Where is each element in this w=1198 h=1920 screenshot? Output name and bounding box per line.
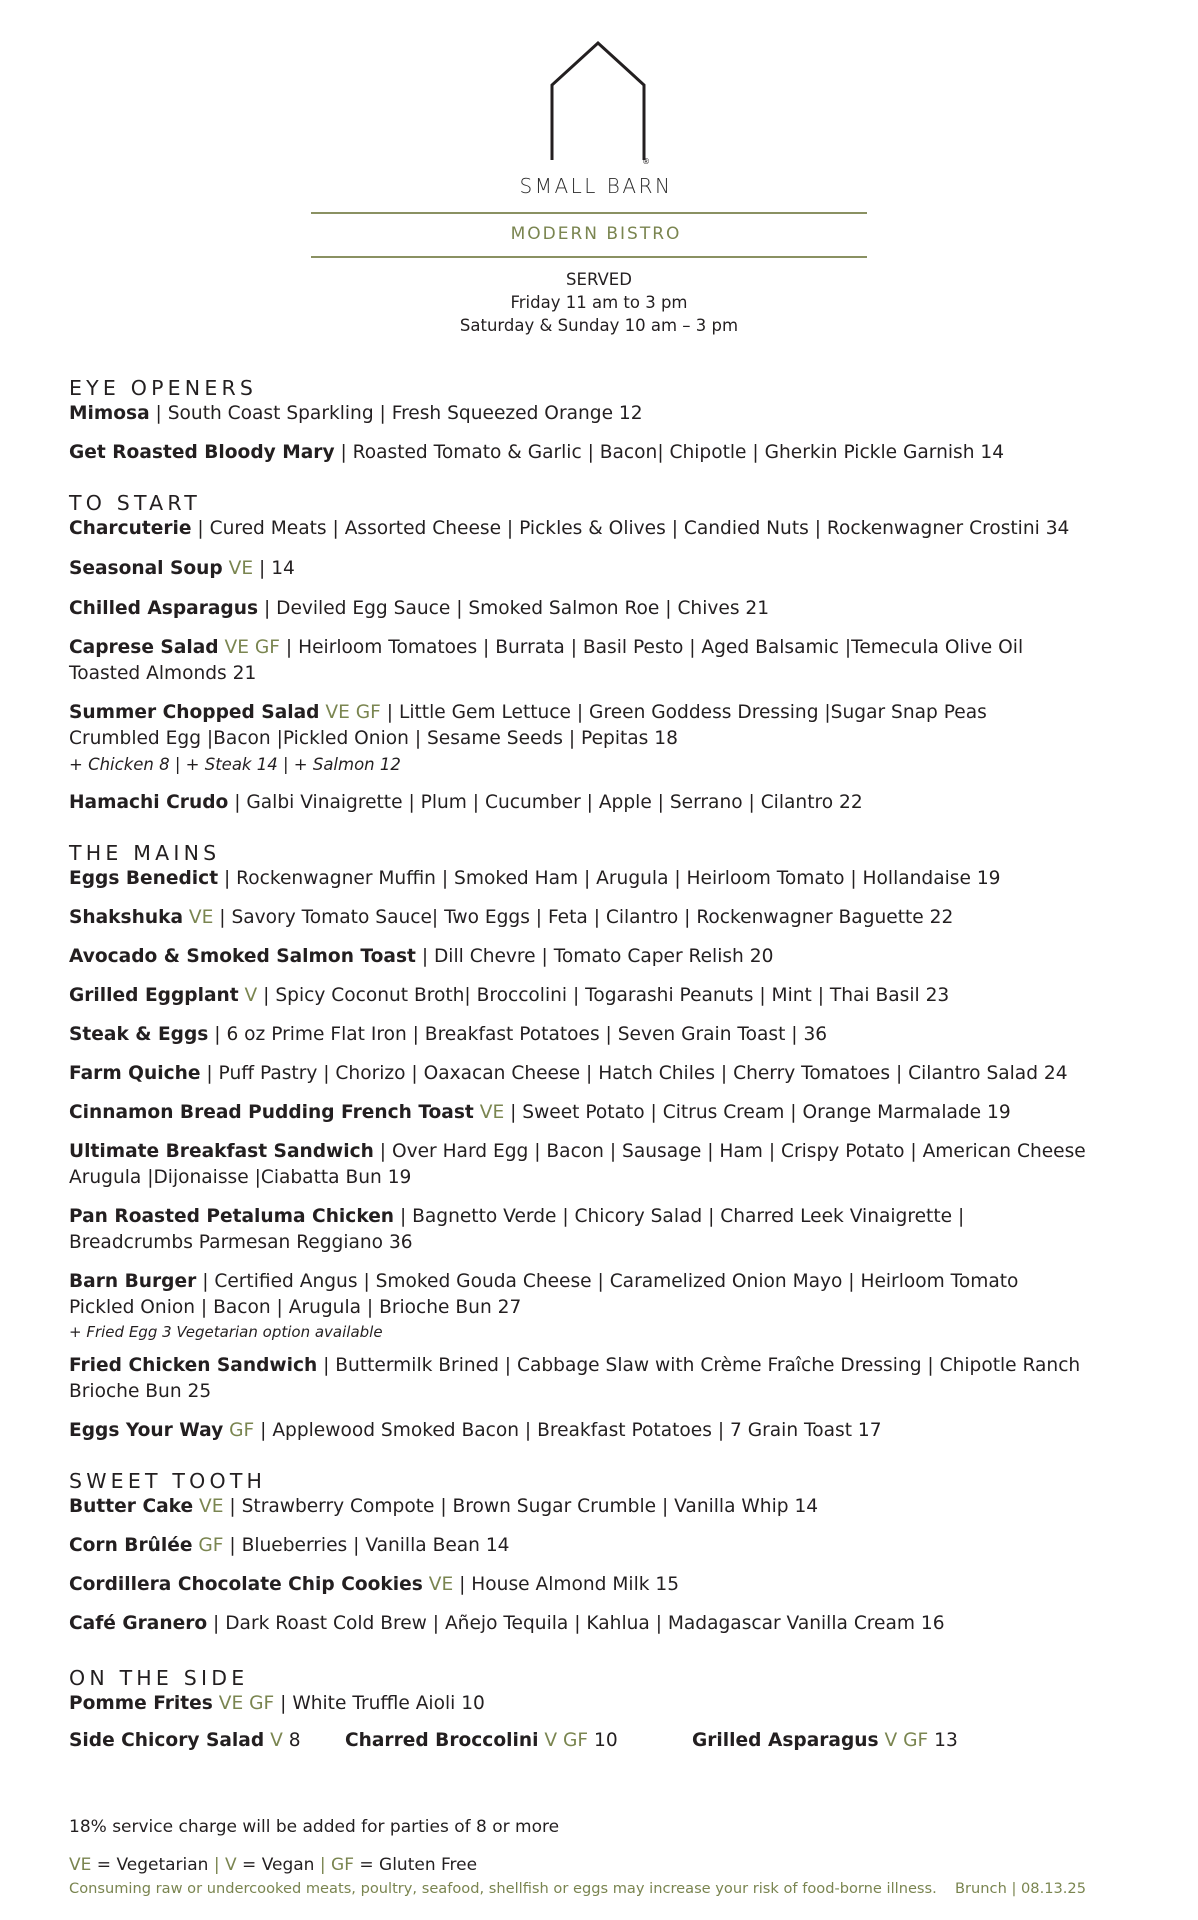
diet-legend: VE = Vegetarian | V = Vegan | GF = Gluten Free [69, 1855, 478, 1875]
diet-tags: VE [183, 907, 220, 928]
section-mains [69, 840, 1109, 1444]
diet-tags: V [238, 985, 264, 1006]
item-desc: | Applewood Smoked Bacon | Breakfast Potatoes | 7 Grain Toast 17 [254, 1420, 882, 1441]
menu-item [69, 983, 1109, 1009]
section-title: SWEET TOOTH [69, 1469, 267, 1493]
menu-item [69, 1022, 1109, 1048]
diet-tags: GF [223, 1420, 255, 1441]
item-desc: | Over Hard Egg | Bacon | Sausage | Ham | Crispy Potato | American Cheese [373, 1141, 1086, 1162]
item-desc: | Puff Pastry | Chorizo | Oaxacan Cheese | Hatch Chiles | Cherry Tomatoes | Cilantro Salad 24 [200, 1063, 1068, 1084]
header-divider-top [311, 212, 867, 214]
item-name: Café Granero [69, 1613, 208, 1634]
item-desc: | House Almond Milk 15 [453, 1574, 680, 1595]
hours-label: SERVED [566, 270, 632, 289]
item-desc: | Rockenwagner Muffin | Smoked Ham | Arugula | Heirloom Tomato | Hollandaise 19 [218, 868, 1001, 889]
menu-version: Brunch | 08.13.25 [955, 1880, 1086, 1897]
legend-code: VE [69, 1855, 92, 1875]
item-price: 8 [282, 1730, 301, 1751]
section-title: EYE OPENERS [69, 376, 258, 400]
item-desc-continued: Crumbled Egg |Bacon |Pickled Onion | Sesame Seeds | Pepitas 18 [69, 728, 678, 749]
diet-tags: V GF [538, 1730, 589, 1751]
item-name: Ultimate Breakfast Sandwich [69, 1141, 374, 1162]
item-desc: | Sweet Potato | Citrus Cream | Orange Marmalade 19 [510, 1102, 1011, 1123]
item-name: Charred Broccolini [345, 1730, 539, 1751]
menu-item [69, 1353, 1109, 1405]
menu-item [69, 1418, 1109, 1444]
item-name: Side Chicory Salad [69, 1730, 265, 1751]
item-desc: | Buttermilk Brined | Cabbage Slaw with Crème Fraîche Dressing | Chipotle Ranch [317, 1355, 1081, 1376]
diet-tags: VE [473, 1102, 511, 1123]
item-desc: | Heirloom Tomatoes | Burrata | Basil Pesto | Aged Balsamic |Temecula Olive Oil [280, 637, 1024, 658]
item-desc: | Deviled Egg Sauce | Smoked Salmon Roe | Chives 21 [258, 598, 770, 619]
item-price: 10 [588, 1730, 618, 1751]
menu-item [69, 1269, 1109, 1343]
menu-body [69, 375, 1109, 1756]
diet-tags: VE [422, 1574, 454, 1595]
item-desc-continued: Arugula |Dijonaisse |Ciabatta Bun 19 [69, 1167, 412, 1188]
menu-item [69, 790, 1109, 816]
item-name: Cordillera Chocolate Chip Cookies [69, 1574, 423, 1595]
menu-item [69, 1611, 1109, 1637]
item-name: Hamachi Crudo [69, 792, 229, 813]
item-desc: | White Truffle Aioli 10 [274, 1693, 485, 1714]
diet-tags: GF [192, 1535, 224, 1556]
item-name: Seasonal Soup [69, 558, 223, 579]
menu-item [69, 866, 1109, 892]
item-name: Shakshuka [69, 907, 183, 928]
legend-meaning: Vegan [261, 1855, 315, 1875]
menu-item [69, 1204, 1109, 1256]
item-desc: | Bagnetto Verde | Chicory Salad | Charred Leek Vinaigrette | [394, 1206, 965, 1227]
item-name: Grilled Asparagus [692, 1730, 879, 1751]
hours-line-1: Friday 11 am to 3 pm [510, 293, 688, 312]
section-eye-openers [69, 375, 1109, 466]
legend-meaning: Vegetarian [116, 1855, 209, 1875]
menu-item [69, 1572, 1109, 1598]
menu-item [69, 556, 1109, 582]
item-desc: | Dark Roast Cold Brew | Añejo Tequila | Kahlua | Madagascar Vanilla Cream 16 [207, 1613, 945, 1634]
menu-item [69, 905, 1109, 931]
food-safety-warning: Consuming raw or undercooked meats, poultry, seafood, shellfish or eggs may increase your risk of food-borne illness. [69, 1880, 937, 1897]
item-name: Fried Chicken Sandwich [69, 1355, 318, 1376]
header-divider-bottom [311, 256, 867, 258]
item-add-ons: + Fried Egg 3 Vegetarian option available [69, 1323, 383, 1341]
item-desc: | Blueberries | Vanilla Bean 14 [223, 1535, 510, 1556]
item-desc: | Galbi Vinaigrette | Plum | Cucumber | Apple | Serrano | Cilantro 22 [228, 792, 863, 813]
item-desc: | Cured Meats | Assorted Cheese | Pickles & Olives | Candied Nuts | Rockenwagner Crostini 34 [191, 518, 1070, 539]
item-name: Chilled Asparagus [69, 598, 259, 619]
item-name: Butter Cake [69, 1496, 194, 1517]
service-charge-note: 18% service charge will be added for parties of 8 or more [69, 1817, 560, 1837]
item-name: Avocado & Smoked Salmon Toast [69, 946, 416, 967]
menu-item [69, 1061, 1109, 1087]
item-name: Cinnamon Bread Pudding French Toast [69, 1102, 474, 1123]
menu-item [69, 440, 1109, 466]
item-desc: | Roasted Tomato & Garlic | Bacon| Chipotle | Gherkin Pickle Garnish 14 [334, 442, 1005, 463]
section-title: TO START [69, 491, 202, 515]
menu-item [69, 1494, 1109, 1520]
item-name: Eggs Benedict [69, 868, 219, 889]
item-name: Summer Chopped Salad [69, 702, 320, 723]
legend-code: GF [331, 1855, 354, 1875]
item-desc: | Dill Chevre | Tomato Caper Relish 20 [415, 946, 774, 967]
sides-row [69, 1730, 1109, 1756]
item-name: Eggs Your Way [69, 1420, 224, 1441]
diet-tags: VE GF [319, 702, 381, 723]
item-desc: | Little Gem Lettuce | Green Goddess Dressing |Sugar Snap Peas [380, 702, 987, 723]
brand-subtitle: MODERN BISTRO [510, 224, 682, 244]
brand-name: SMALL BARN [519, 174, 673, 198]
item-name: Pan Roasted Petaluma Chicken [69, 1206, 395, 1227]
diet-tags: VE [193, 1496, 224, 1517]
item-price: 13 [928, 1730, 958, 1751]
item-add-ons: + Chicken 8 | + Steak 14 | + Salmon 12 [69, 755, 401, 774]
diet-tags: VE GF [212, 1693, 275, 1714]
item-desc: | 14 [253, 558, 295, 579]
menu-item [69, 700, 1109, 777]
barn-logo-icon [548, 40, 648, 165]
menu-item [69, 401, 1109, 427]
menu-item [345, 1730, 618, 1751]
item-name: Corn Brûlée [69, 1535, 193, 1556]
menu-item [69, 516, 1109, 542]
menu-item [69, 1730, 301, 1751]
item-name: Charcuterie [69, 518, 192, 539]
menu-item [69, 1533, 1109, 1559]
item-desc: | Spicy Coconut Broth| Broccolini | Togarashi Peanuts | Mint | Thai Basil 23 [263, 985, 950, 1006]
item-desc: | South Coast Sparkling | Fresh Squeezed Orange 12 [149, 403, 643, 424]
item-desc-continued: Brioche Bun 25 [69, 1381, 212, 1402]
section-to-start [69, 490, 1109, 816]
item-name: Barn Burger [69, 1271, 197, 1292]
item-name: Pomme Frites [69, 1693, 213, 1714]
menu-item [69, 1100, 1109, 1126]
section-sides [69, 1665, 1109, 1756]
service-hours [0, 268, 1198, 337]
diet-tags: V [264, 1730, 283, 1751]
menu-item [69, 635, 1109, 687]
menu-item [69, 944, 1109, 970]
item-desc-continued: Toasted Almonds 21 [69, 663, 257, 684]
section-title: THE MAINS [69, 841, 221, 865]
section-sweet-tooth [69, 1468, 1109, 1637]
diet-tags: VE [222, 558, 254, 579]
item-desc: | Strawberry Compote | Brown Sugar Crumble | Vanilla Whip 14 [223, 1496, 819, 1517]
item-name: Farm Quiche [69, 1063, 201, 1084]
diet-tags: V GF [878, 1730, 929, 1751]
item-desc: | Certified Angus | Smoked Gouda Cheese | Caramelized Onion Mayo | Heirloom Tomato [196, 1271, 1019, 1292]
item-name: Grilled Eggplant [69, 985, 239, 1006]
menu-item [69, 596, 1109, 622]
diet-tags: VE GF [218, 637, 281, 658]
item-desc-continued: Breadcrumbs Parmesan Reggiano 36 [69, 1232, 413, 1253]
item-desc-continued: Pickled Onion | Bacon | Arugula | Brioche Bun 27 [69, 1297, 522, 1318]
section-title: ON THE SIDE [69, 1666, 249, 1690]
menu-item [69, 1139, 1109, 1191]
item-desc: | Savory Tomato Sauce| Two Eggs | Feta | Cilantro | Rockenwagner Baguette 22 [219, 907, 954, 928]
menu-item [692, 1730, 958, 1751]
item-name: Get Roasted Bloody Mary [69, 442, 335, 463]
menu-item [69, 1691, 1109, 1717]
item-name: Steak & Eggs [69, 1024, 209, 1045]
item-name: Mimosa [69, 403, 150, 424]
hours-line-2: Saturday & Sunday 10 am – 3 pm [459, 316, 739, 335]
svg-text:®: ® [642, 157, 650, 166]
legend-meaning: Gluten Free [379, 1855, 478, 1875]
item-name: Caprese Salad [69, 637, 219, 658]
item-desc: | 6 oz Prime Flat Iron | Breakfast Potatoes | Seven Grain Toast | 36 [208, 1024, 828, 1045]
legend-code: V [225, 1855, 237, 1875]
